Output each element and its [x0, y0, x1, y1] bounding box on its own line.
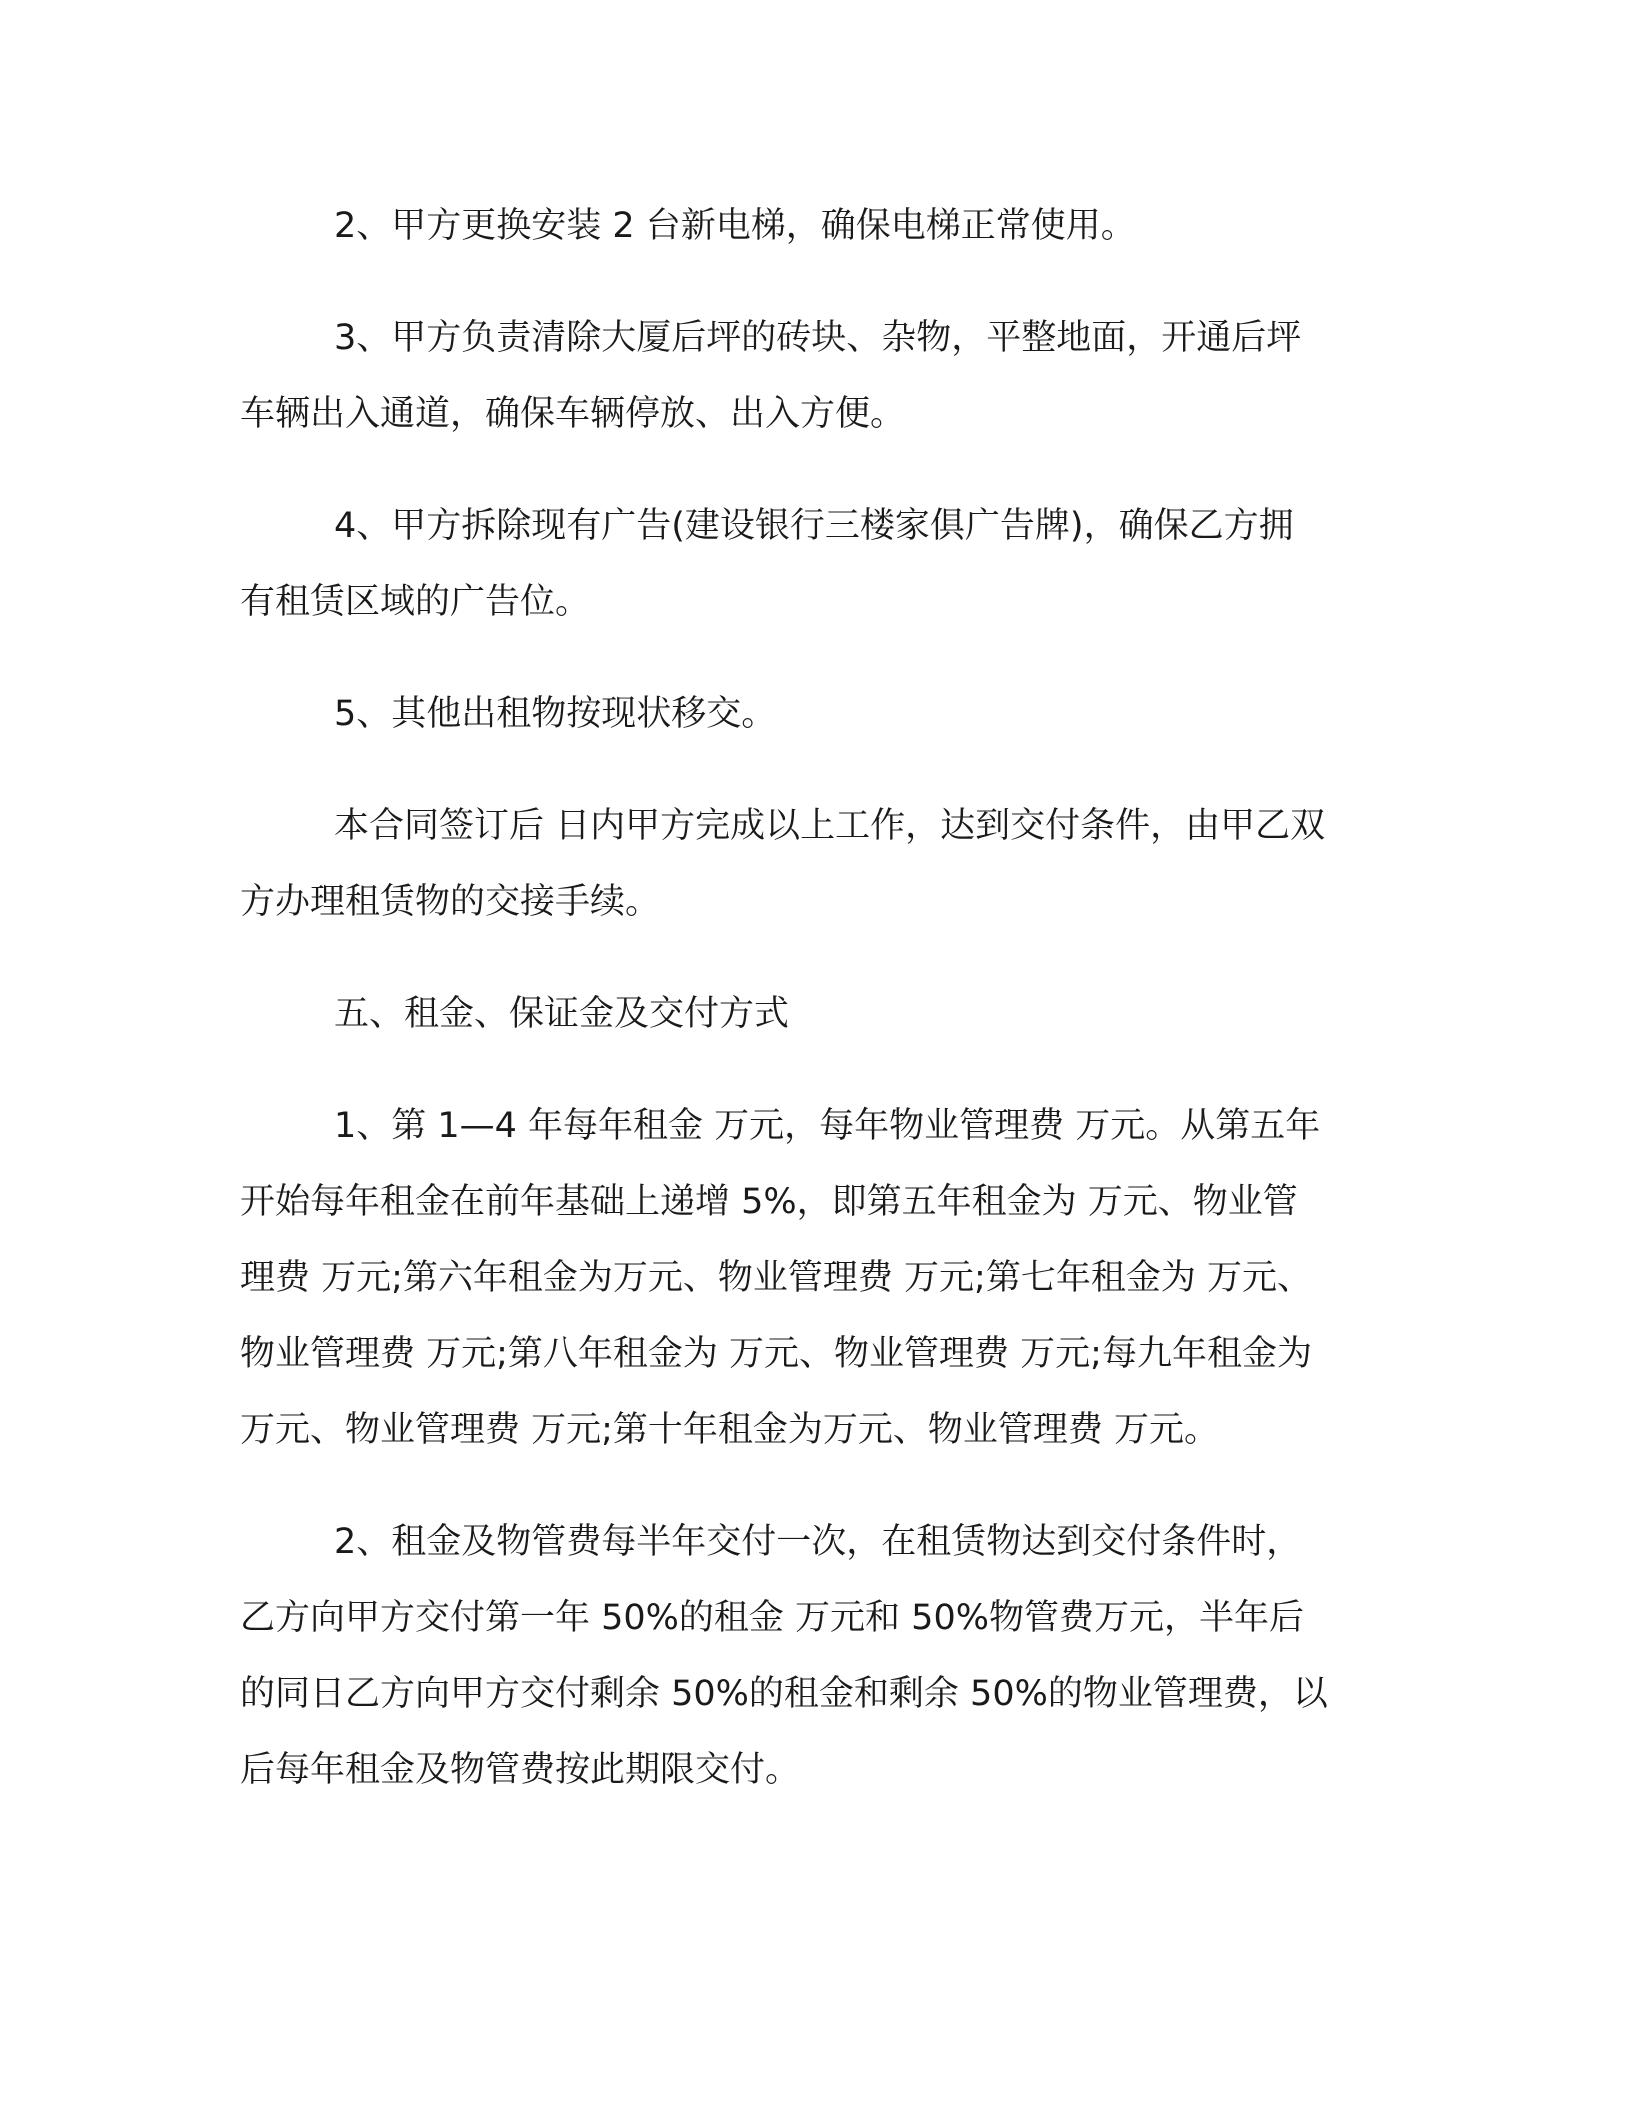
text-line: 开始每年租金在前年基础上递增 5%，即第五年租金为 万元、物业管 — [240, 1182, 1298, 1222]
text-line: 5、其他出租物按现状移交。 — [334, 694, 777, 734]
paragraph-handover — [240, 788, 1400, 940]
section-heading: 五、租金、保证金及交付方式 — [334, 994, 790, 1034]
text-line: 理费 万元;第六年租金为万元、物业管理费 万元;第七年租金为 万元、 — [240, 1258, 1312, 1298]
text-line: 后每年租金及物管费按此期限交付。 — [240, 1750, 801, 1790]
text-line: 3、甲方负责清除大厦后坪的砖块、杂物，平整地面，开通后坪 — [334, 318, 1302, 358]
text-line: 方办理租赁物的交接手续。 — [240, 882, 661, 922]
text-line: 的同日乙方向甲方交付剩余 50%的租金和剩余 50%的物业管理费，以 — [240, 1674, 1328, 1714]
text-line: 2、甲方更换安装 2 台新电梯，确保电梯正常使用。 — [334, 206, 1136, 246]
text-line: 4、甲方拆除现有广告(建设银行三楼家俱广告牌)，确保乙方拥 — [334, 506, 1294, 546]
paragraph-rent-schedule — [240, 1088, 1400, 1468]
text-line: 1、第 1—4 年每年租金 万元，每年物业管理费 万元。从第五年 — [334, 1106, 1321, 1146]
paragraph-other-items — [240, 676, 1400, 752]
document-page — [240, 188, 1400, 1844]
text-line: 万元、物业管理费 万元;第十年租金为万元、物业管理费 万元。 — [240, 1410, 1220, 1450]
paragraph-payment-terms — [240, 1504, 1400, 1808]
text-line: 有租赁区域的广告位。 — [240, 582, 591, 622]
text-line: 物业管理费 万元;第八年租金为 万元、物业管理费 万元;每九年租金为 — [240, 1334, 1312, 1374]
section-heading-rent — [240, 976, 1400, 1052]
paragraph-elevator — [240, 188, 1400, 264]
text-line: 2、租金及物管费每半年交付一次，在租赁物达到交付条件时， — [334, 1522, 1302, 1562]
text-line: 车辆出入通道，确保车辆停放、出入方便。 — [240, 394, 906, 434]
paragraph-advertising — [240, 488, 1400, 640]
text-line: 乙方向甲方交付第一年 50%的租金 万元和 50%物管费万元，半年后 — [240, 1598, 1304, 1638]
text-line: 本合同签订后 日内甲方完成以上工作，达到交付条件，由甲乙双 — [334, 806, 1326, 846]
paragraph-backyard — [240, 300, 1400, 452]
